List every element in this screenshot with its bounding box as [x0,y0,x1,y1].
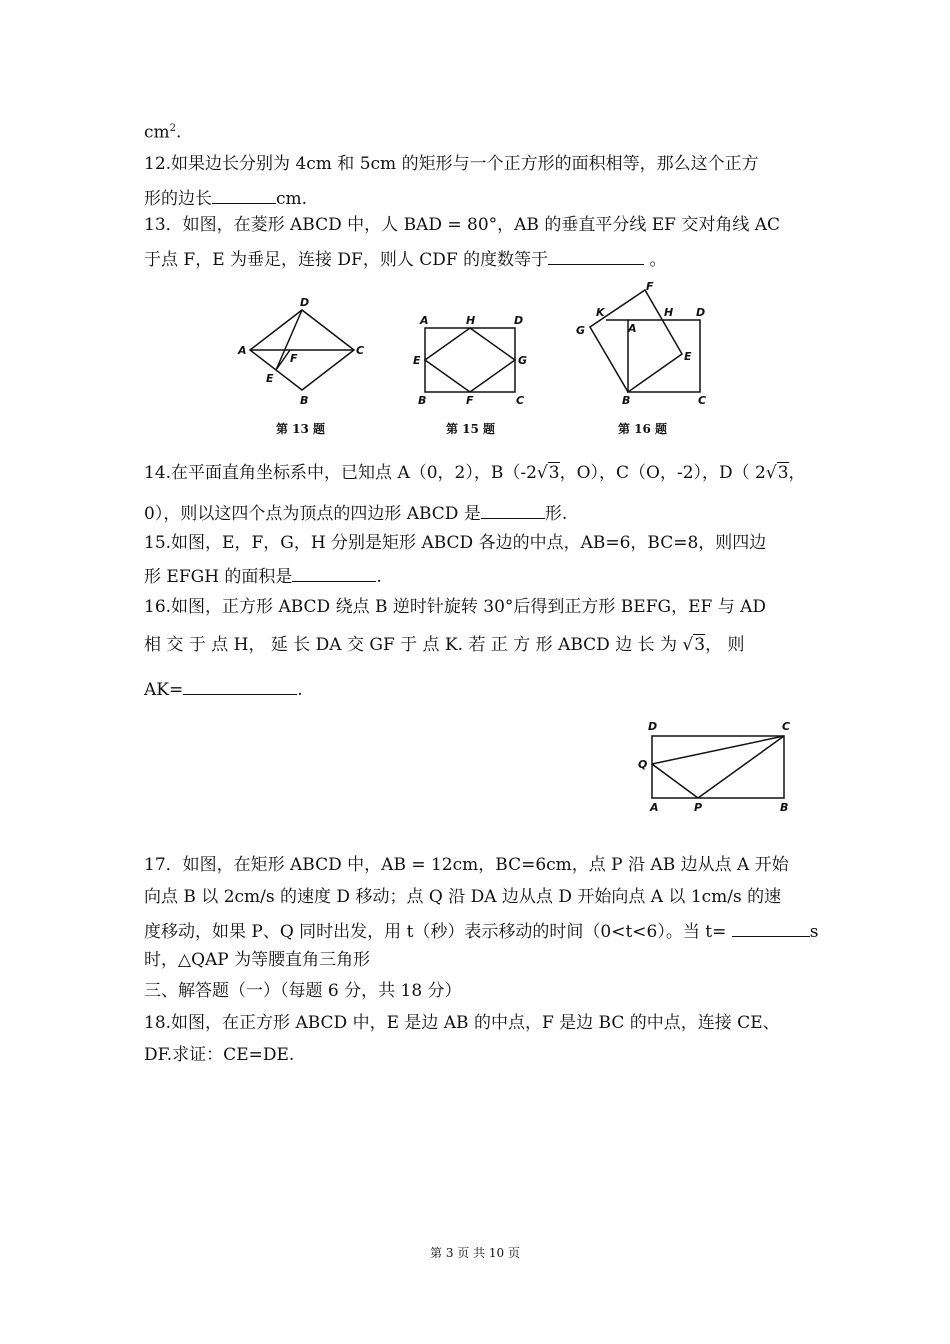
q12-line1: 12.如果边长分别为 4cm 和 5cm 的矩形与一个正方形的面积相等，那么这个正方 [144,154,759,174]
q17-line3: 度移动，如果 P、Q 同时出发，用 t（秒）表示移动的时间（0<t<6）。当 t= s [144,918,819,943]
segment-df [276,310,302,370]
label-f: F [466,394,474,407]
label-d: D [696,306,706,319]
sqrt-symbol: √3 [536,463,560,483]
q12-line2: 形的边长 cm. [144,185,307,210]
label-d: D [514,314,524,327]
figure-16 [570,280,720,410]
q17-line4: 时，△QAP 为等腰直角三角形 [144,950,371,970]
label-h: H [664,306,674,319]
q15-line2: 形 EFGH 的面积是 . [144,563,382,588]
label-c: C [698,394,707,407]
label-h: H [466,314,476,327]
q16-line2: 相 交 于 点 H， 延 长 DA 交 GF 于 点 K. 若 正 方 形 ABCD 边 长 为 √3， 则 [144,635,745,655]
quad-efgh [425,328,515,392]
q15-line1: 15.如图，E，F，G，H 分别是矩形 ABCD 各边的中点，AB=6，BC=8，则四边 [144,533,767,553]
caption-16: 第 16 题 [618,422,668,436]
q16-line3: AK= . [144,676,303,701]
label-k: K [596,306,605,319]
answer-blank-16[interactable] [183,676,297,695]
label-f: F [646,280,654,293]
q17-line2: 向点 B 以 2cm/s 的速度 D 移动；点 Q 沿 DA 边从点 D 开始向点 A 以 1cm/s 的速 [144,887,782,907]
label-e: E [266,372,274,385]
label-c: C [356,344,365,357]
figure-17 [630,714,810,814]
answer-blank-17[interactable] [732,918,810,937]
answer-blank-12[interactable] [212,185,276,204]
line-cm2: $cm^2$. [144,122,182,143]
rectangle-abcd [425,328,515,392]
label-b: B [418,394,427,407]
label-c: C [782,720,791,733]
label-g: G [518,354,528,367]
q16-line1: 16.如图，正方形 ABCD 绕点 B 逆时针旋转 30°后得到正方形 BEFG，EF 与 AD [144,597,767,617]
label-d: D [648,720,658,733]
label-e: E [684,350,692,363]
rectangle-abcd [652,736,784,798]
label-b: B [780,801,789,814]
label-p: P [694,801,703,814]
page-footer: 第 3 页 共 10 页 [430,1246,520,1260]
label-a: A [420,314,429,327]
label-a: A [650,801,659,814]
q17-line1: 17．如图，在矩形 ABCD 中，AB = 12cm，BC=6cm，点 P 沿 AB 边从点 A 开始 [144,855,789,875]
q14-line2: 0），则以这四个点为顶点的四边形 ABCD 是 形. [144,500,567,525]
q13-line2: 于点 F，E 为垂足，连接 DF，则人 CDF 的度数等于 。 [144,246,667,271]
label-c: C [516,394,525,407]
label-b: B [622,394,631,407]
label-a: A [628,322,637,335]
segment-qp [652,764,698,798]
sqrt-symbol: √3 [765,463,789,483]
label-e: E [413,354,421,367]
sqrt-symbol: √3 [682,635,706,655]
figure-15 [408,310,538,410]
q14-line1: 14.在平面直角坐标系中，已知点 A（0，2），B（-2√3，O），C（O，-2），D（ 2√3， [144,463,806,483]
answer-blank-15[interactable] [292,563,376,582]
answer-blank-13[interactable] [548,246,644,265]
q13-line1: 13．如图，在菱形 ABCD 中，人 BAD = 80°，AB 的垂直平分线 EF 交对角线 AC [144,215,781,235]
label-g: G [576,324,586,337]
answer-blank-14[interactable] [481,500,545,519]
label-a: A [238,344,247,357]
label-d: D [300,296,310,309]
caption-15: 第 15 题 [446,422,496,436]
label-f: F [290,352,298,365]
caption-13: 第 13 题 [276,422,326,436]
q18-line1: 18.如图，在正方形 ABCD 中，E 是边 AB 的中点，F 是边 BC 的中点，连接 CE、 [144,1013,780,1033]
figure-13 [232,294,372,414]
q18-line2: DF.求证：CE=DE. [144,1045,295,1065]
label-b: B [300,394,309,407]
section-3-heading: 三、解答题（一）（每题 6 分，共 18 分） [144,981,462,1001]
label-q: Q [638,758,648,771]
